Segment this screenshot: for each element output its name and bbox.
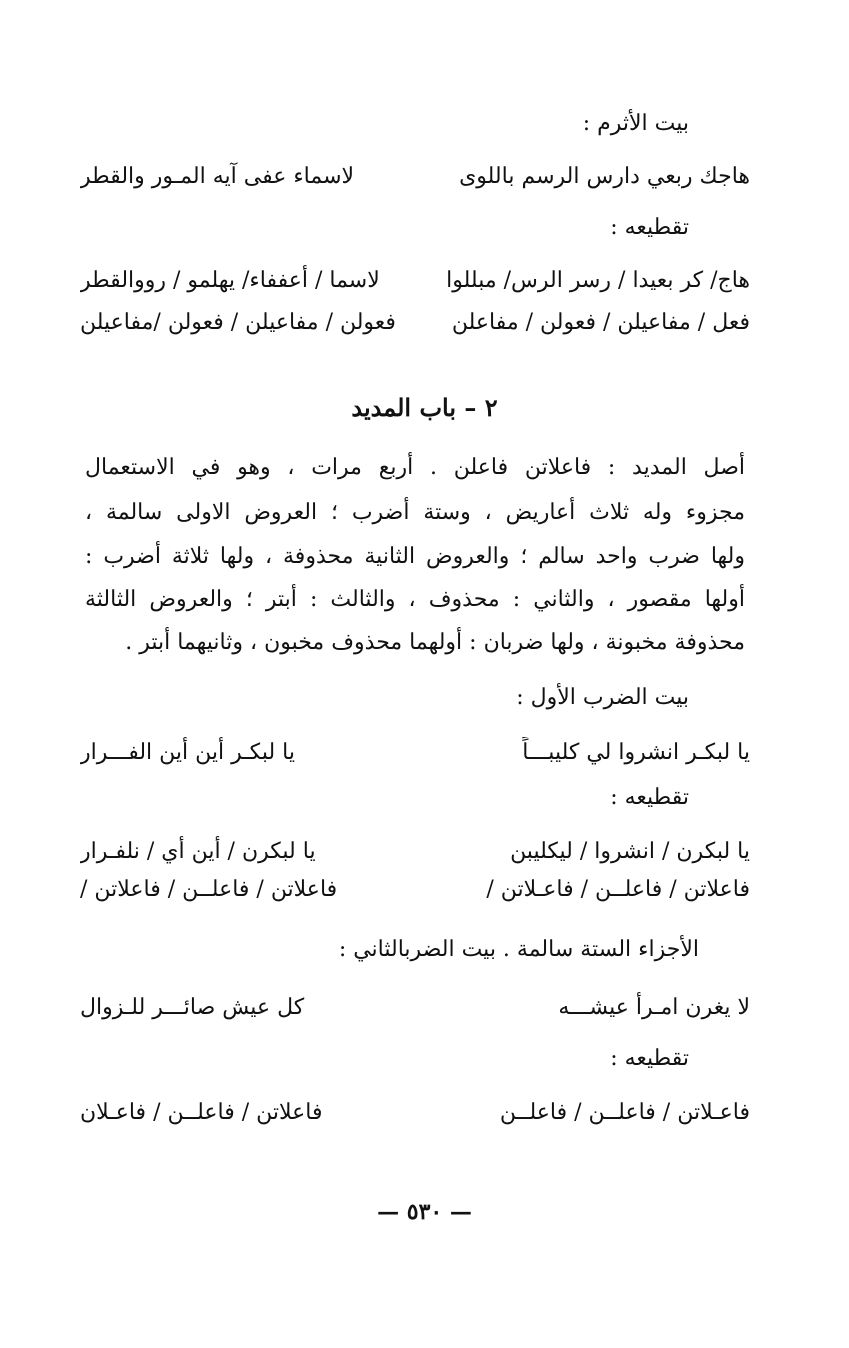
meter-athram [80, 307, 750, 339]
verse-first-hemistich: يا لبكـر انشروا لي كليبـــاً [522, 740, 750, 765]
meter-second-darb [80, 1097, 750, 1129]
meter-first-hemistich: فاعـلاتن / فاعلــن / فاعلــن [499, 1100, 750, 1125]
meter-second-hemistich: فاعلاتن / فاعلــن / فاعـلان [80, 1100, 323, 1125]
meter-second-hemistich: فعولن / مفاعيلن / فعولن /مفاعيلن [80, 310, 396, 335]
meter-first-hemistich: فعل / مفاعيلن / فعولن / مفاعلن [451, 310, 750, 335]
scansion-first-darb [80, 836, 750, 868]
scansion-athram [80, 265, 750, 297]
scansion-label: تقطيعه : [610, 785, 689, 810]
verse-athram [80, 161, 750, 193]
verse-first-hemistich: لا يغرن امـرأ عيشـــه [558, 995, 750, 1020]
verse-second-hemistich: يا لبكـر أين أين الفـــرار [80, 740, 295, 765]
paragraph-line: ولها ضرب واحد سالم ؛ والعروض الثانية محذوفة ، ولها ثلاثة أضرب : [85, 544, 745, 569]
scansion-first-hemistich: يا لبكرن / انشروا / ليكليبن [510, 839, 750, 864]
verse-first-hemistich: هاجك ربعي دارس الرسم باللوى [459, 164, 750, 189]
meter-first-darb [80, 874, 750, 906]
paragraph-line: مجزوء وله ثلاث أعاريض ، وستة أضرب ؛ العروض الاولى سالمة ، [85, 500, 745, 525]
paragraph-line: أصل المديد : فاعلاتن فاعلن . أربع مرات ، وهو في الاستعمال [85, 455, 745, 480]
verse-second-darb [80, 992, 750, 1024]
verse-label-second-darb: الأجزاء الستة سالمة . بيت الضربالثاني : [338, 937, 699, 962]
scansion-label: تقطيعه : [610, 215, 689, 240]
chapter-title: ٢ – باب المديد [351, 393, 498, 422]
paragraph-line: أولها مقصور ، والثاني : محذوف ، والثالث : أبتر ؛ والعروض الثالثة [85, 587, 745, 612]
scansion-first-hemistich: هاج/ كر بعيدا / رسر الرس/ مبللوا [446, 268, 750, 293]
scansion-second-hemistich: يا لبكرن / أين أي / نلفـرار [80, 839, 316, 864]
verse-label-athram: بيت الأثرم : [582, 111, 689, 136]
verse-second-hemistich: لاسماء عفى آيه المـور والقطر [80, 164, 355, 189]
meter-first-hemistich: فاعلاتن / فاعلــن / فاعـلاتن / [486, 877, 750, 902]
scansion-label: تقطيعه : [610, 1046, 689, 1071]
meter-second-hemistich: فاعلاتن / فاعلــن / فاعلاتن / [80, 877, 338, 902]
verse-label-first-darb: بيت الضرب الأول : [516, 685, 689, 710]
scansion-second-hemistich: لاسما / أعففاء/ يهلمو / رووالقطر [80, 268, 380, 293]
verse-second-hemistich: كل عيش صائـــر للـزوال [80, 995, 305, 1020]
page-number: — ٥٣٠ — [377, 1199, 472, 1225]
verse-first-darb [80, 737, 750, 769]
paragraph-line: محذوفة مخبونة ، ولها ضربان : أولهما محذوف مخبون ، وثانيهما أبتر . [125, 630, 745, 655]
